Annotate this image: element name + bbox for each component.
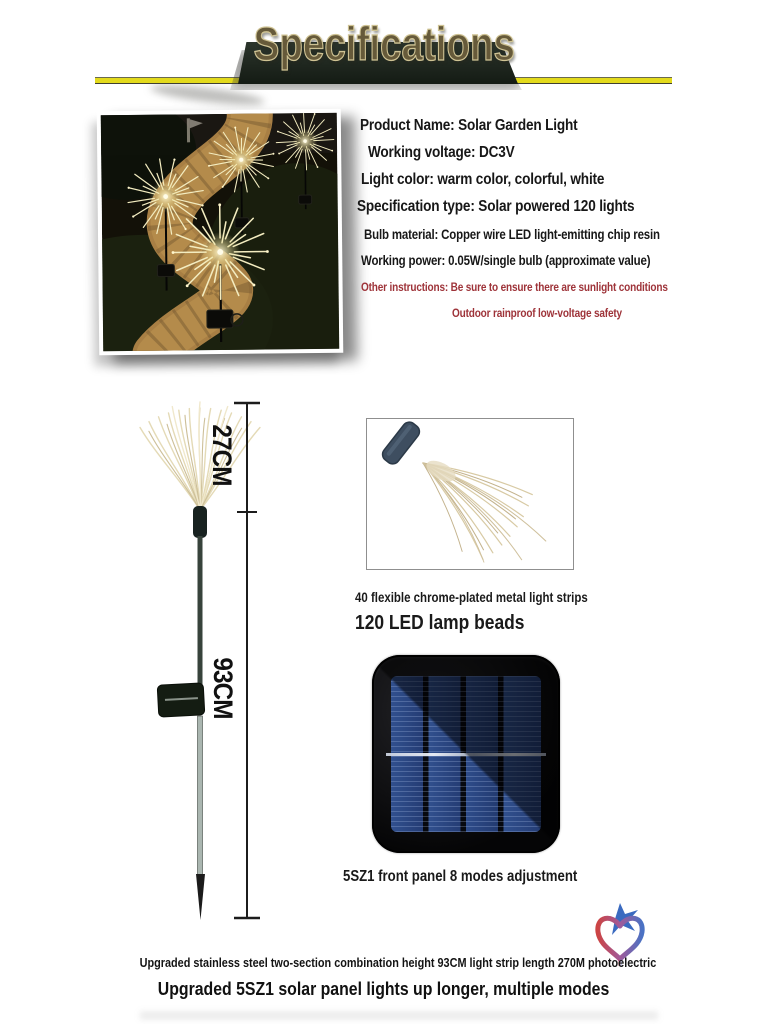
spec-bulb-material: Bulb material: Copper wire LED light-emitting chip resin xyxy=(364,227,660,242)
footer-line1: Upgraded stainless steel two-section combination height 93CM light strip length 270M photoelectric xyxy=(139,956,657,970)
stick-connector xyxy=(193,506,207,538)
solar-panel-image xyxy=(372,655,560,853)
panel-caption: 5SZ1 front panel 8 modes adjustment xyxy=(343,868,578,885)
strips-caption-small: 40 flexible chrome-plated metal light strips xyxy=(355,590,588,605)
strips-handle xyxy=(380,419,423,466)
spec-product-name: Product Name: Solar Garden Light xyxy=(360,117,578,134)
footer-line2: Upgraded 5SZ1 solar panel lights up longer, multiple modes xyxy=(158,979,610,999)
solar-panel-reflection xyxy=(372,655,560,853)
footer-ghost-band xyxy=(140,1011,658,1020)
spec-safety-note: Outdoor rainproof low-voltage safety xyxy=(452,306,622,320)
dimension-label-93cm: 93CM xyxy=(208,657,238,719)
spec-type: Specification type: Solar powered 120 lights xyxy=(357,198,635,215)
page-title-text: Specifications xyxy=(253,17,515,70)
dimension-label-27cm: 27CM xyxy=(207,424,237,486)
page-title xyxy=(0,16,768,71)
spec-other-instructions: Other instructions: Be sure to ensure there are sunlight conditions xyxy=(361,280,668,294)
light-strips-photo xyxy=(366,418,574,570)
spec-light-color: Light color: warm color, colorful, white xyxy=(361,171,605,188)
product-photo xyxy=(97,109,344,356)
spec-working-voltage: Working voltage: DC3V xyxy=(368,144,515,161)
spec-working-power: Working power: 0.05W/single bulb (approximate value) xyxy=(361,253,651,268)
light-strips-image xyxy=(367,419,573,569)
heart-icon xyxy=(598,918,642,959)
stick-ground-spike xyxy=(196,874,205,920)
strips-caption-large: 120 LED lamp beads xyxy=(355,611,525,634)
garden-night-scene-image xyxy=(101,113,339,351)
